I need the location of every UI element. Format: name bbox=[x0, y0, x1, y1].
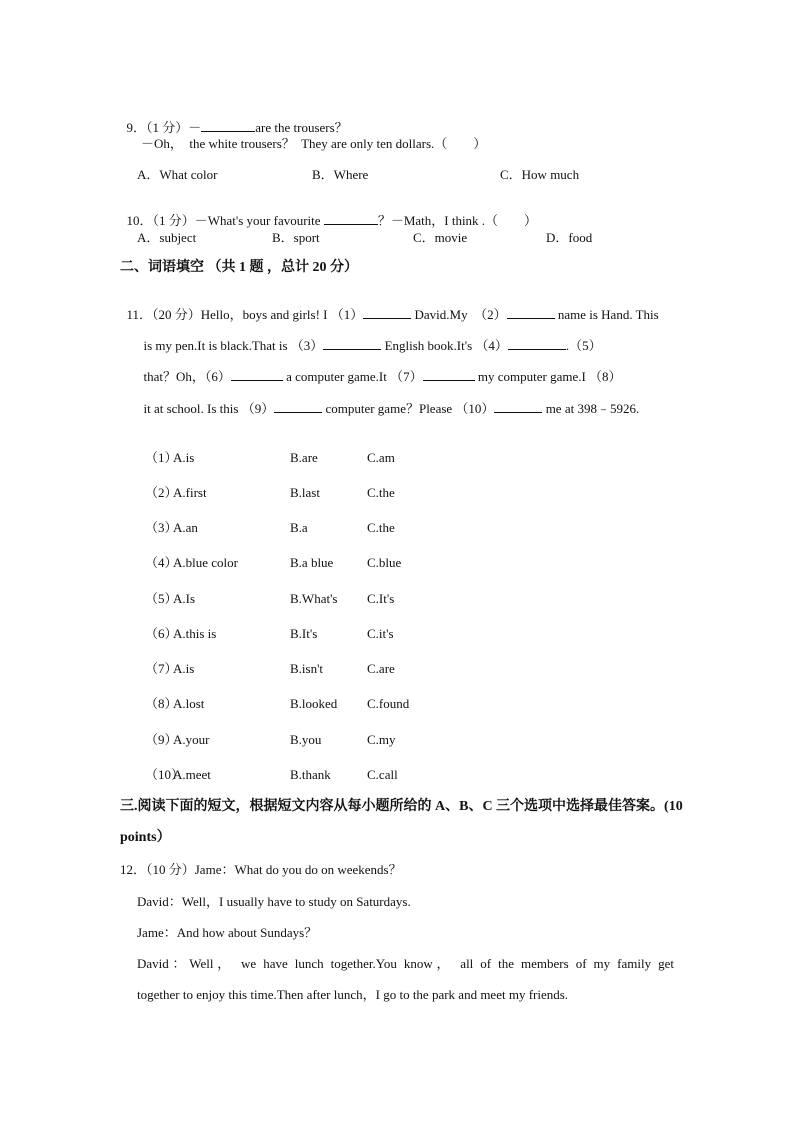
q11-text: name is Hand. This bbox=[554, 307, 659, 322]
q11-option-b: B.What's bbox=[290, 591, 338, 606]
q11-blank-2 bbox=[507, 306, 555, 319]
q11-option-a: A.your bbox=[173, 732, 210, 747]
q11-option-number: （1） bbox=[145, 450, 178, 465]
q12-line-4: David：Well， we have lunch together.You know， all of the members of my family get bbox=[137, 956, 674, 971]
q9-option-a: A．What color bbox=[137, 167, 218, 182]
q11-blank-1 bbox=[363, 306, 411, 319]
q11-text: that？Oh，（6） bbox=[143, 369, 231, 384]
q11-option-c: C.the bbox=[367, 485, 395, 500]
q11-option-b: B.a blue bbox=[290, 555, 334, 570]
q11-option-c: C.call bbox=[367, 767, 398, 782]
q11-option-number: （10） bbox=[145, 767, 185, 782]
q10-prefix: 10．（1 分）－What's your favourite bbox=[126, 213, 324, 228]
q11-option-b: B.are bbox=[290, 450, 318, 465]
q11-blank-4 bbox=[508, 337, 566, 350]
q11-option-a: A.is bbox=[173, 450, 195, 465]
q9-prefix: 9．（1 分）－ bbox=[126, 120, 202, 135]
q10-option-a: A．subject bbox=[137, 230, 197, 245]
q11-text: English book.It's （4） bbox=[381, 338, 508, 353]
q11-option-row bbox=[145, 592, 745, 608]
q11-option-number: （5） bbox=[145, 591, 178, 606]
q11-option-number: （2） bbox=[145, 485, 178, 500]
q9-reply: －Oh， the white trousers？ They are only ten dollars.（ ） bbox=[141, 136, 487, 151]
q11-option-row bbox=[145, 733, 745, 749]
q12-line-1: 12．（10 分）Jame：What do you do on weekends？ bbox=[120, 862, 402, 877]
q11-option-c: C.it's bbox=[367, 626, 394, 641]
q10-after-blank: ？－Math，I think .（ ） bbox=[377, 213, 538, 228]
q11-option-number: （3） bbox=[145, 520, 178, 535]
q11-blank-6 bbox=[231, 368, 283, 381]
q11-line-4 bbox=[137, 387, 639, 415]
q11-option-row bbox=[145, 556, 745, 572]
q11-option-c: C.the bbox=[367, 520, 395, 535]
q11-option-b: B.isn't bbox=[290, 661, 324, 676]
q11-text: is my pen.It is black.That is （3） bbox=[143, 338, 324, 353]
q11-option-a: A.meet bbox=[173, 767, 211, 782]
q11-option-c: C.blue bbox=[367, 555, 402, 570]
q11-option-b: B.last bbox=[290, 485, 320, 500]
q11-option-a: A.is bbox=[173, 661, 195, 676]
q11-option-row bbox=[145, 521, 745, 537]
q11-option-c: C.are bbox=[367, 661, 395, 676]
q11-text: it at school. Is this （9） bbox=[143, 401, 275, 416]
q11-option-number: （9） bbox=[145, 732, 178, 747]
q11-option-c: C.my bbox=[367, 732, 396, 747]
q11-option-a: A.lost bbox=[173, 696, 205, 711]
q9-stem bbox=[120, 106, 348, 134]
q11-option-row bbox=[145, 768, 745, 784]
q11-option-a: A.first bbox=[173, 485, 207, 500]
q11-option-a: A.Is bbox=[173, 591, 196, 606]
q9-blank bbox=[201, 119, 255, 132]
q11-option-b: B.you bbox=[290, 732, 322, 747]
q9-after-blank: are the trousers？ bbox=[255, 120, 348, 135]
q11-text: 11．（20 分）Hello，boys and girls! I （1） bbox=[126, 307, 364, 322]
q11-text: David.My （2） bbox=[411, 307, 507, 322]
q11-option-row bbox=[145, 627, 745, 643]
q11-line-2 bbox=[137, 324, 602, 352]
q12-line-2: David：Well，I usually have to study on Saturdays. bbox=[137, 894, 411, 909]
q10-option-b: B．sport bbox=[272, 230, 320, 245]
q11-option-a: A.blue color bbox=[173, 555, 238, 570]
q11-option-row bbox=[145, 697, 745, 713]
q11-option-a: A.an bbox=[173, 520, 198, 535]
q11-blank-3 bbox=[323, 337, 381, 350]
q11-text: me at 398﹣5926. bbox=[542, 401, 640, 416]
q11-option-b: B.a bbox=[290, 520, 308, 535]
q11-line-3 bbox=[137, 355, 622, 383]
q11-option-number: （6） bbox=[145, 626, 178, 641]
q10-option-d: D．food bbox=[546, 230, 593, 245]
q11-option-c: C.am bbox=[367, 450, 395, 465]
q11-blank-10 bbox=[494, 400, 542, 413]
q11-text: my computer game.I （8） bbox=[474, 369, 622, 384]
q10-stem bbox=[120, 199, 537, 227]
q12-line-3: Jame：And how about Sundays？ bbox=[137, 925, 318, 940]
q11-option-row bbox=[145, 451, 745, 467]
section-3-heading-line-1: 三.阅读下面的短文，根据短文内容从每小题所给的 A、B、C 三个选项中选择最佳答案。(10 bbox=[120, 799, 683, 814]
q11-text: a computer game.It （7） bbox=[282, 369, 423, 384]
q11-option-number: （8） bbox=[145, 696, 178, 711]
q11-option-row bbox=[145, 486, 745, 502]
q9-option-b: B．Where bbox=[312, 167, 369, 182]
q11-option-b: B.thank bbox=[290, 767, 331, 782]
q11-text: .（5） bbox=[565, 338, 602, 353]
q11-blank-9 bbox=[274, 400, 322, 413]
q11-option-b: B.It's bbox=[290, 626, 318, 641]
q11-line-1 bbox=[120, 293, 659, 321]
q11-option-c: C.found bbox=[367, 696, 410, 711]
q10-option-c: C．movie bbox=[413, 230, 468, 245]
q9-option-c: C．How much bbox=[500, 167, 580, 182]
section-2-heading: 二、词语填空 （共 1 题 ，总计 20 分） bbox=[120, 260, 358, 275]
q11-option-number: （7） bbox=[145, 661, 178, 676]
q11-text: computer game？Please （10） bbox=[322, 401, 495, 416]
q11-option-a: A.this is bbox=[173, 626, 217, 641]
q12-line-5: together to enjoy this time.Then after lunch，I go to the park and meet my friends. bbox=[137, 987, 569, 1002]
q11-option-row bbox=[145, 662, 745, 678]
q11-option-c: C.It's bbox=[367, 591, 395, 606]
q11-blank-7 bbox=[423, 368, 475, 381]
section-3-heading-line-2: points） bbox=[120, 830, 171, 845]
q11-option-b: B.looked bbox=[290, 696, 338, 711]
q10-blank bbox=[324, 212, 378, 225]
q11-option-number: （4） bbox=[145, 555, 178, 570]
